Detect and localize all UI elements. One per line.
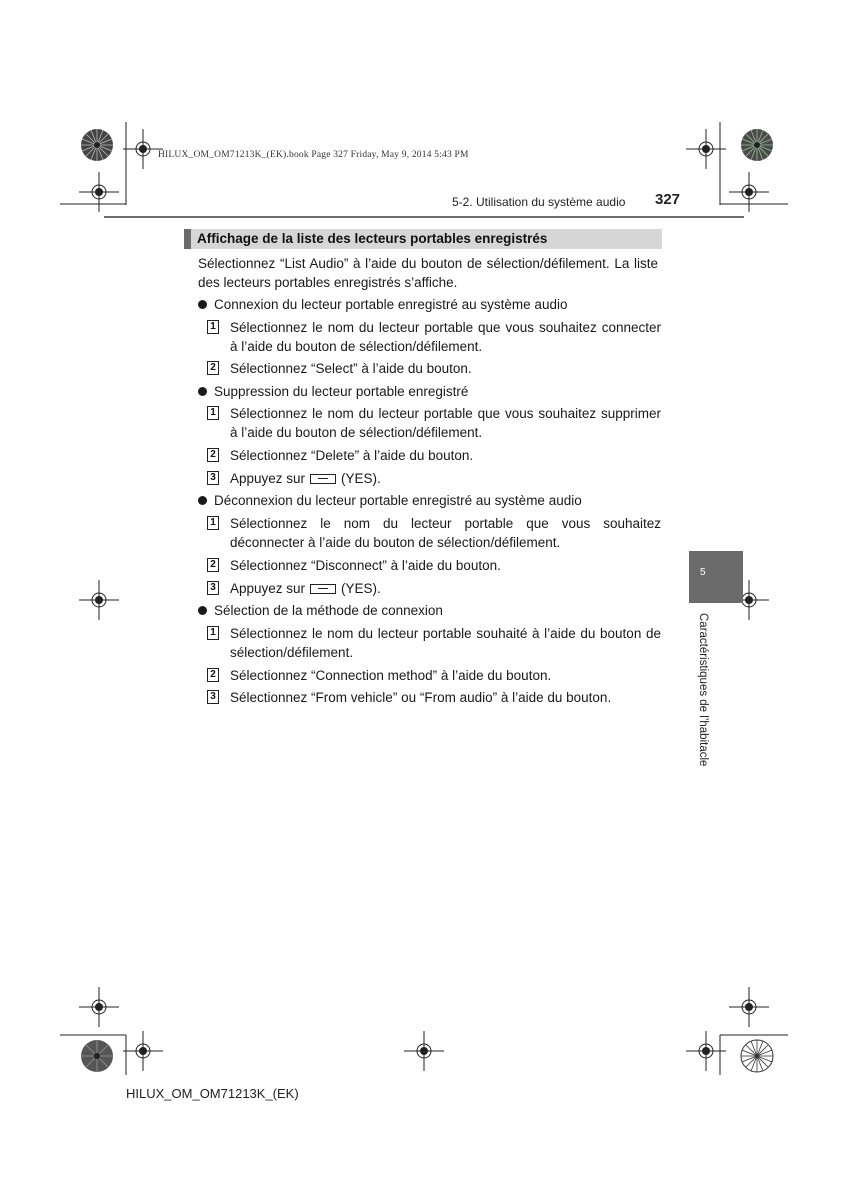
crosshair-registration-icon [79, 172, 119, 212]
step-item [207, 359, 661, 378]
step-text: (YES). [341, 581, 381, 596]
bullet-icon [198, 300, 207, 309]
starburst-target-icon [740, 1039, 774, 1073]
step-number: 3 [207, 690, 219, 704]
bullet-icon [198, 387, 207, 396]
crosshair-registration-icon [79, 987, 119, 1027]
running-header-section: 5-2. Utilisation du système audio [452, 195, 626, 209]
crosshair-registration-icon [686, 1031, 726, 1071]
list-group-heading: Suppression du lecteur portable enregistré [198, 382, 668, 401]
list-group-heading: Déconnexion du lecteur portable enregistré au système audio [198, 491, 668, 510]
step-item [207, 624, 661, 662]
starburst-target-icon [80, 1039, 114, 1073]
step-item [207, 318, 661, 356]
step-number: 2 [207, 448, 219, 462]
crosshair-registration-icon [686, 129, 726, 169]
step-number: 1 [207, 516, 219, 530]
crosshair-registration-icon [729, 172, 769, 212]
step-number: 3 [207, 471, 219, 485]
key-button-icon [310, 584, 336, 594]
header-rule [104, 216, 744, 218]
intro-paragraph: Sélectionnez “List Audio” à l’aide du bouton de sélection/défilement. La liste des lecteurs portables enregistrés s’affiche. [198, 256, 658, 290]
chapter-number: 5 [700, 567, 706, 578]
step-item [207, 556, 661, 575]
step-number: 1 [207, 406, 219, 420]
step-text: Appuyez sur [230, 581, 306, 596]
step-text: Sélectionnez “Connection method” à l’aide du bouton. [230, 668, 552, 683]
step-text: Sélectionnez “From vehicle” ou “From audio” à l’aide du bouton. [230, 690, 612, 705]
step-number: 2 [207, 361, 219, 375]
section-title: Affichage de la liste des lecteurs portables enregistrés [197, 231, 548, 246]
step-number: 1 [207, 320, 219, 334]
crosshair-registration-icon [404, 1031, 444, 1071]
crosshair-registration-icon [79, 580, 119, 620]
list-group-heading: Sélection de la méthode de connexion [198, 601, 668, 620]
step-text: Sélectionnez le nom du lecteur portable que vous souhaitez supprimer à l’aide du bouton de sélection/défilement. [230, 406, 661, 440]
step-text: Sélectionnez le nom du lecteur portable que vous souhaitez déconnecter à l’aide du bouton de sélection/défilement. [230, 516, 661, 550]
step-number: 2 [207, 558, 219, 572]
step-item [207, 404, 661, 442]
page-number: 327 [655, 191, 681, 208]
list-group-heading: Connexion du lecteur portable enregistré au système audio [198, 295, 668, 314]
step-item [207, 514, 661, 552]
step-item [207, 446, 661, 465]
starburst-target-icon [740, 128, 774, 162]
crosshair-registration-icon [729, 987, 769, 1027]
step-item [207, 688, 661, 707]
footer-code: HILUX_OM_OM71213K_(EK) [126, 1086, 299, 1101]
starburst-target-icon [80, 128, 114, 162]
step-item [207, 579, 661, 598]
step-number: 2 [207, 668, 219, 682]
crosshair-registration-icon [123, 129, 163, 169]
step-item [207, 469, 661, 488]
step-text: Sélectionnez “Delete” à l’aide du bouton. [230, 448, 474, 463]
step-number: 1 [207, 626, 219, 640]
step-text: Appuyez sur [230, 471, 306, 486]
step-text: Sélectionnez le nom du lecteur portable que vous souhaitez connecter à l’aide du bouton de sélection/défilement. [230, 320, 661, 354]
key-button-icon [310, 474, 336, 484]
bullet-icon [198, 496, 207, 505]
crosshair-registration-icon [123, 1031, 163, 1071]
step-text: Sélectionnez “Disconnect” à l’aide du bouton. [230, 558, 501, 573]
bullet-icon [198, 606, 207, 615]
chapter-title: Caractéristiques de l’habitacle [697, 613, 709, 767]
chapter-tab [689, 551, 743, 603]
step-text: Sélectionnez “Select” à l’aide du bouton. [230, 361, 472, 376]
book-file-line: HILUX_OM_OM71213K_(EK).book Page 327 Friday, May 9, 2014 5:43 PM [158, 150, 469, 160]
step-text: Sélectionnez le nom du lecteur portable souhaité à l’aide du bouton de sélection/défilement. [230, 626, 661, 660]
step-item [207, 666, 661, 685]
step-number: 3 [207, 581, 219, 595]
step-text: (YES). [341, 471, 381, 486]
